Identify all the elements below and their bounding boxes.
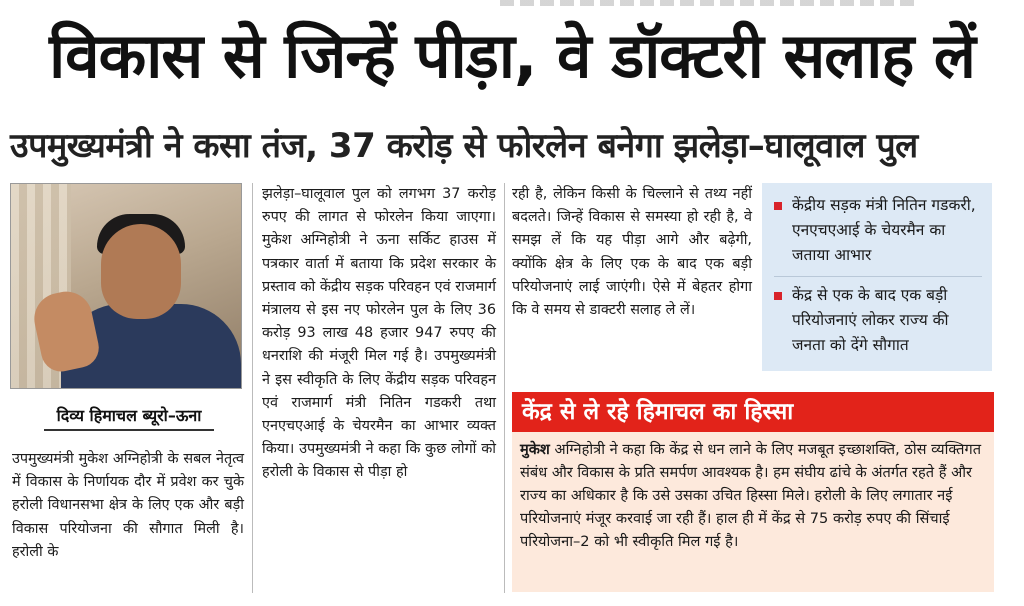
- news-photo: [10, 183, 242, 389]
- highlights-box: [762, 183, 992, 371]
- headline: विकास से जिन्हें पीड़ा, वे डॉक्टरी सलाह लें: [49, 19, 975, 92]
- highlight-item: [774, 193, 982, 268]
- section-title-banner: केंद्र से ले रहे हिमाचल का हिस्सा: [512, 392, 994, 432]
- article-column-3: रही है, लेकिन किसी के चिल्लाने से तथ्य नहीं बदलते। जिन्हें विकास से समस्या हो रही है, वे समझ लें कि यह पीड़ा आगे और बढ़ेगी, क्योंकि क्षेत्र के लिए एक के बाद एक बड़ी परियोजनाएं लाई जाएंगी। ऐसे में बेहतर होगा कि वे समय से डाक्टरी सलाह ले लें।: [512, 186, 752, 319]
- article-column-2: झलेड़ा–घालूवाल पुल को लगभग 37 करोड़ रुपए की लागत से फोरलेन किया जाएगा। मुकेश अग्निहोत्री ने ऊना सर्किट हाउस में पत्रकार वार्ता में बताया कि प्रदेश सरकार के प्रस्ताव को केंद्रीय सड़क परिवहन एवं राजमार्ग मंत्रालय से इस नए फोरलेन पुल के लिए 36 करोड़ 93 लाख 48 हजार 947 रुपए की धनराशि की मंजूरी मिल गई है। उपमुख्यमंत्री ने इस स्वीकृति के लिए केंद्रीय सड़क परिवहन एवं राजमार्ग मंत्री नितिन गडकरी तथा एनएचएआई के चेयरमैन का आभार व्यक्त किया। उपमुख्यमंत्री ने कहा कि कुछ लोगों को हरोली के विकास से पीड़ा हो: [262, 186, 496, 481]
- column-divider: [252, 183, 253, 593]
- top-edge-strip: [500, 0, 920, 6]
- highlight-item: [774, 276, 982, 358]
- square-bullet-icon: [774, 292, 782, 300]
- square-bullet-icon: [774, 202, 782, 210]
- section-body: [512, 432, 994, 592]
- column-divider: [504, 183, 505, 593]
- byline: दिव्य हिमाचल ब्यूरो–ऊना: [44, 405, 214, 431]
- section-lead-word: मुकेश: [520, 441, 550, 458]
- highlight-text: केंद्रीय सड़क मंत्री नितिन गडकरी, एनएचएआई के चेयरमैन का जताया आभार: [792, 196, 976, 264]
- photo-face: [101, 224, 181, 319]
- subheadline: उपमुख्यमंत्री ने कसा तंज, 37 करोड़ से फोरलेन बनेगा झलेड़ा–घालूवाल पुल: [10, 126, 918, 166]
- article-column-1: उपमुख्यमंत्री मुकेश अग्निहोत्री के सबल नेतृत्व में विकास के निर्णायक दौर में प्रवेश कर चुके हरोली विधानसभा क्षेत्र के लिए एक और बड़ी विकास परियोजना की सौगात मिली है। हरोली के: [12, 451, 244, 560]
- section-body-text: अग्निहोत्री ने कहा कि केंद्र से धन लाने के लिए मजबूत इच्छाशक्ति, ठोस व्यक्तिगत संबंध और विकास के प्रति समर्पण आवश्यक है। हम संघीय ढांचे के अंतर्गत रहते हैं और राज्य का अधिकार है कि उसे उसका उचित हिस्सा मिले। हरोली के लिए लगातार नई परियोजनाएं मंजूर करवाई जा रही हैं। हाल ही में केंद्र से 75 करोड़ रुपए की सिंचाई परियोजना–2 को भी स्वीकृति मिल गई है।: [520, 441, 982, 550]
- highlight-text: केंद्र से एक के बाद एक बड़ी परियोजनाएं लोकर राज्य की जनता को देंगे सौगात: [792, 286, 949, 354]
